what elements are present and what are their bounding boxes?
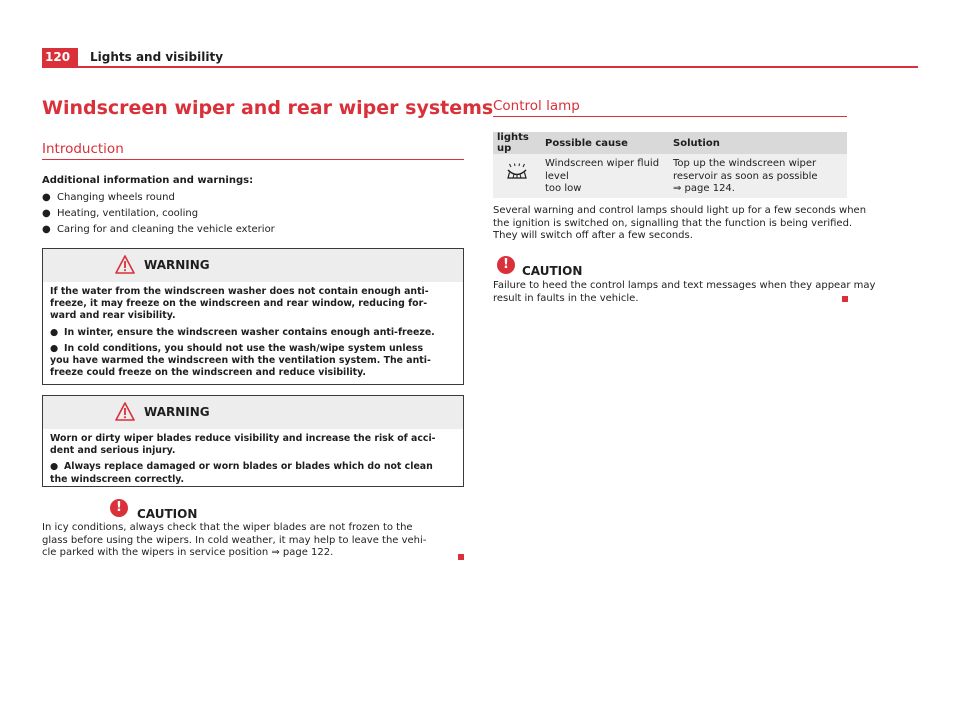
caution-title: CAUTION <box>522 264 583 278</box>
warning-title: WARNING <box>144 405 210 419</box>
warning-title: WARNING <box>144 258 210 272</box>
column-header: Possible cause <box>541 132 669 154</box>
control-lamp-heading: Control lamp <box>493 98 580 114</box>
solution-cell: Top up the windscreen wiper reservoir as soon as possible ⇒ page 124. <box>669 154 847 198</box>
caution-icon: ! <box>497 256 515 274</box>
lamp-paragraph: Several warning and control lamps should light up for a few seconds when the ignition is switched on, signalling that the function is being verified. They will switch off after a few seconds. <box>493 205 867 241</box>
cause-cell: Windscreen wiper fluid level too low <box>541 154 669 198</box>
caution-title: CAUTION <box>137 507 198 521</box>
caution-icon: ! <box>110 499 128 517</box>
warning-bullet: ● In cold conditions, you should not use the wash/wipe system unless <box>50 342 424 354</box>
caution-text: In icy conditions, always check that the wiper blades are not frozen to the glass before using the wipers. In cold weather, it may help to leave the vehi- cle parked with the wipers in service position ⇒ page 122. <box>42 522 427 558</box>
warning-text: Worn or dirty wiper blades reduce visibility and increase the risk of acci- dent and serious injury. ● Always replace damaged or worn blades or blades which do not clean the windscreen correctly. <box>50 433 436 485</box>
end-marker <box>458 554 464 560</box>
column-header: lights up <box>493 132 541 154</box>
table-header-row <box>493 132 847 154</box>
warning-bullet: ● Always replace damaged or worn blades or blades which do not clean <box>50 461 433 473</box>
column-header: Solution <box>669 132 847 154</box>
warning-box <box>42 248 464 385</box>
warning-triangle-icon <box>115 402 135 421</box>
page-number: 120 <box>42 48 78 67</box>
header-rule <box>42 66 918 68</box>
additional-info-label: Additional information and warnings: <box>42 175 254 186</box>
running-header: Lights and visibility <box>90 50 224 64</box>
control-lamp-rule <box>493 116 847 117</box>
end-marker <box>842 296 848 302</box>
warning-box <box>42 395 464 487</box>
warning-header <box>43 396 463 429</box>
table-row <box>493 154 847 198</box>
washer-fluid-icon <box>506 163 528 181</box>
intro-rule <box>42 159 464 160</box>
caution-text: Failure to heed the control lamps and text messages when they appear may result in faults in the vehicle. <box>493 280 876 304</box>
control-lamp-table <box>493 132 847 198</box>
warning-header <box>43 249 463 282</box>
warning-text: If the water from the windscreen washer does not contain enough anti- freeze, it may freeze on the windscreen and rear window, reducing for- ward and rear visibility. ● In winter, ensure the windscreen washer contains enough anti-freeze. ● In cold conditions, you should not use the wash/wipe system unless you have warmed the windscreen with the ventilation system. The anti- freeze could freeze on the windscreen and reduce visibility. <box>50 286 435 379</box>
warning-triangle-icon <box>115 255 135 274</box>
page-link[interactable]: ⇒ page 124. <box>673 183 735 194</box>
warning-bullet: ● In winter, ensure the windscreen washer contains enough anti-freeze. <box>50 326 435 338</box>
intro-heading: Introduction <box>42 141 124 157</box>
section-title: Windscreen wiper and rear wiper systems <box>42 97 494 119</box>
